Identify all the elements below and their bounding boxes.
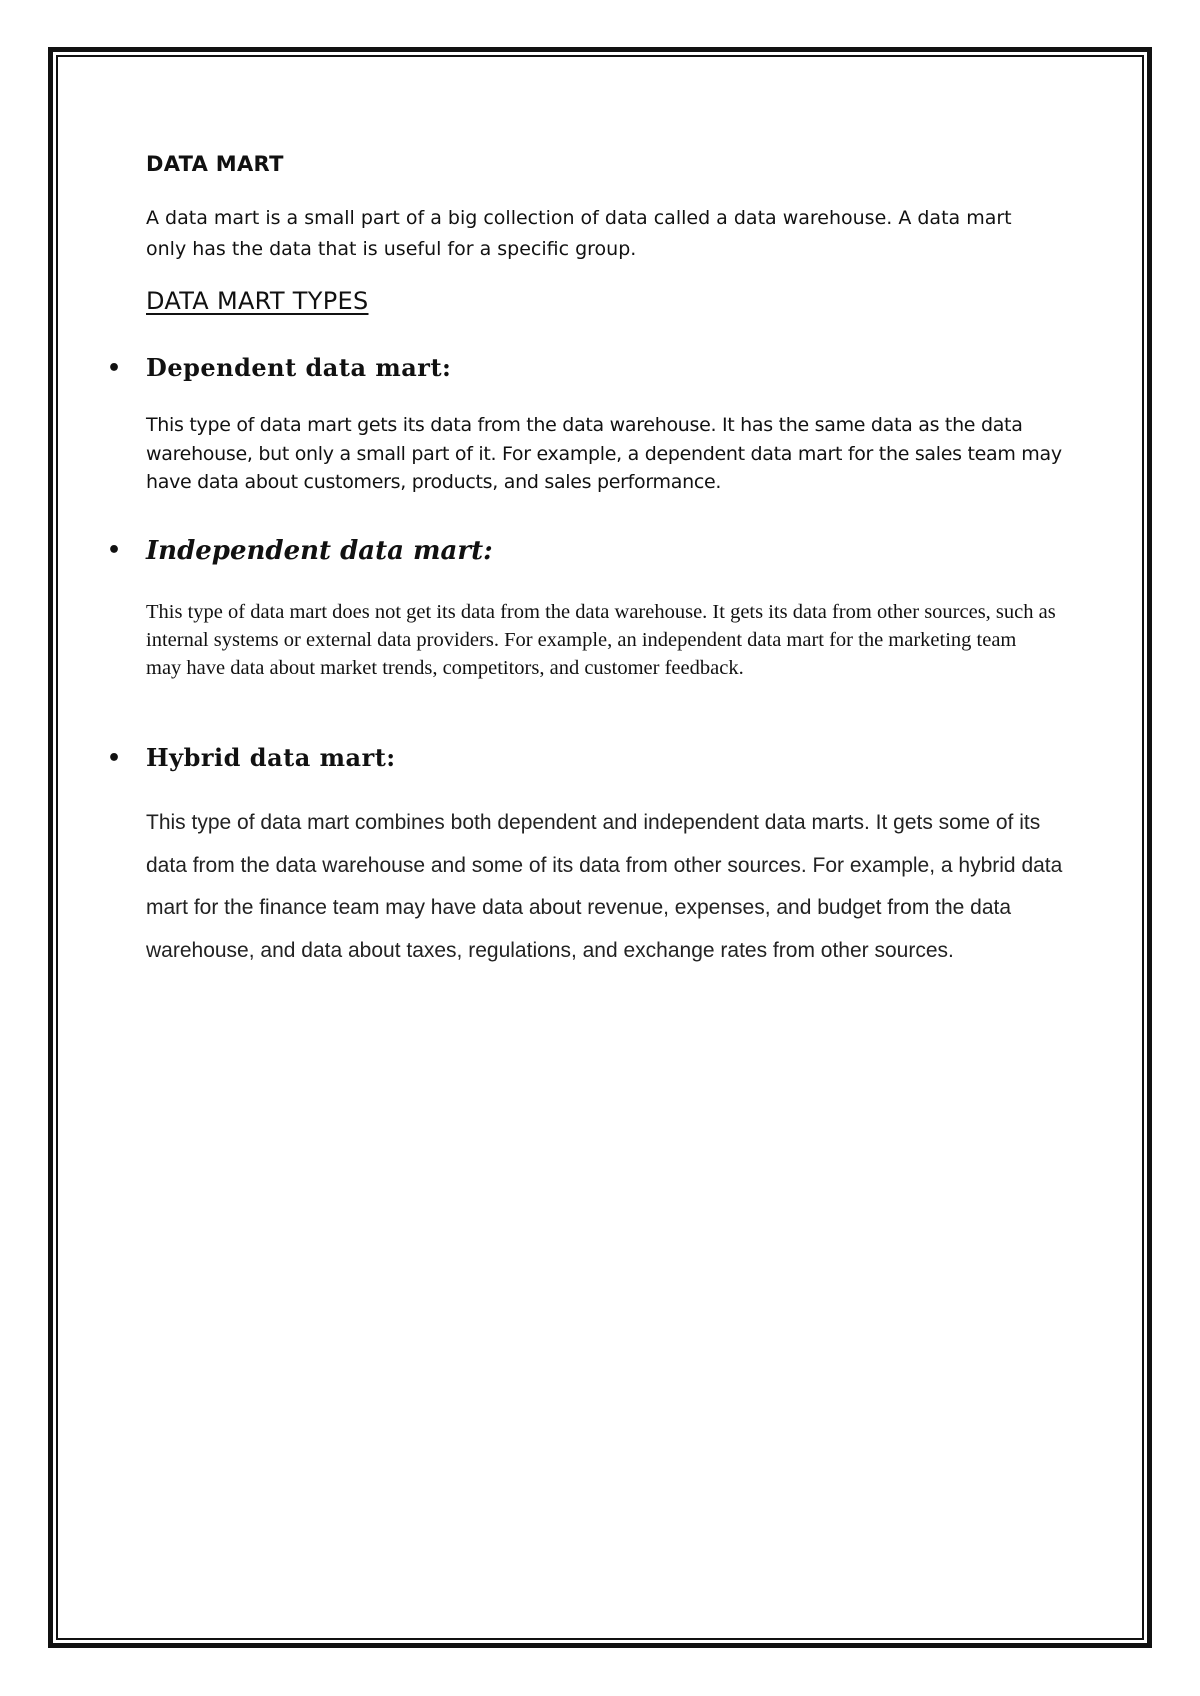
document-title: DATA MART [146, 152, 284, 176]
bullet-icon: • [107, 538, 122, 563]
section-heading-text: Dependent data mart: [146, 353, 452, 382]
section-body-hybrid: This type of data mart combines both dependent and independent data marts. It gets some of its data from the data warehouse and some of its data from other sources. For example, a hybrid data mart for the finance team may have data about revenue, expenses, and budget from the data warehouse, and data about taxes, regulations, and exchange rates from other sources. [146, 811, 1063, 962]
intro-paragraph: A data mart is a small part of a big collection of data called a data warehouse. A data mart only has the data that is useful for a specific group. [146, 207, 1012, 260]
section-heading-dependent [107, 353, 452, 383]
section-heading-hybrid [107, 743, 396, 773]
section-heading-text: Hybrid data mart: [146, 743, 396, 772]
section-body-independent: This type of data mart does not get its data from the data warehouse. It gets its data from other sources, such as internal systems or external data providers. For example, an independent data mart for the marketing team may have data about market trends, competitors, and customer feedback. [146, 601, 1056, 679]
bullet-icon: • [107, 746, 122, 771]
section-heading-independent [107, 535, 493, 567]
section-body-dependent: This type of data mart gets its data from the data warehouse. It has the same data as the data warehouse, but only a small part of it. For example, a dependent data mart for the sales team may have data about customers, products, and sales performance. [146, 414, 1062, 493]
bullet-icon: • [107, 356, 122, 381]
section-heading-text: Independent data mart: [146, 536, 493, 566]
types-heading: DATA MART TYPES [146, 287, 369, 315]
